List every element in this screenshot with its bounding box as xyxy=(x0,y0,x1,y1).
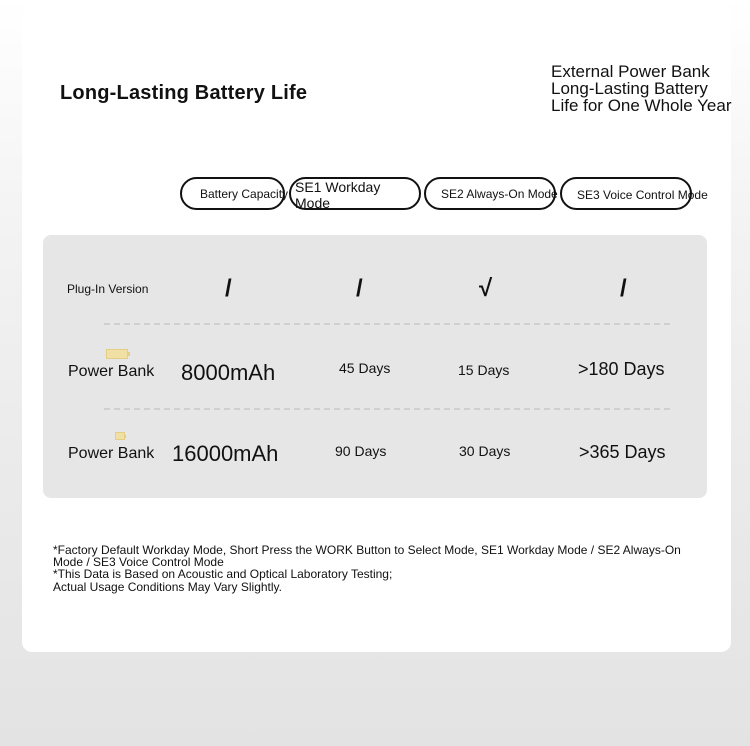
battery-icon xyxy=(106,349,130,359)
row-label-power-bank: Power Bank xyxy=(68,445,155,462)
footnote-mode: *Factory Default Workday Mode, Short Press the WORK Button to Select Mode, SE1 Workday Mode / SE2 Always-On Mode / SE3 Voice Control Mode xyxy=(53,543,681,569)
battery-icon xyxy=(115,432,126,440)
column-header-label: SE2 Always-On Mode xyxy=(441,186,558,201)
column-header-label: Battery Capacity xyxy=(200,186,289,201)
cell-capacity: 8000mAh xyxy=(181,360,276,385)
cell-se1: / xyxy=(356,275,363,302)
cell-se3: >180 Days xyxy=(578,359,665,379)
cell-capacity: 16000mAh xyxy=(172,441,279,466)
cell-se3: >365 Days xyxy=(579,442,666,462)
tagline: External Power Bank Long-Lasting Battery Life for One Whole Year xyxy=(551,62,732,115)
row-divider xyxy=(104,408,670,410)
row-label-power-bank: Power Bank xyxy=(68,363,155,380)
cell-se1: 45 Days xyxy=(339,360,391,376)
footnote-testing: *This Data is Based on Acoustic and Optical Laboratory Testing; xyxy=(53,567,393,581)
column-header-battery-capacity xyxy=(180,177,289,210)
column-header-label: SE1 Workday Mode xyxy=(295,179,381,211)
column-header-label: SE3 Voice Control Mode xyxy=(577,187,708,202)
cell-se2: 30 Days xyxy=(459,443,511,459)
cell-se2: 15 Days xyxy=(458,362,510,378)
column-header-se3-voice-control-mode xyxy=(560,177,708,210)
cell-se1: 90 Days xyxy=(335,443,387,459)
column-header-se1-workday-mode xyxy=(289,177,421,210)
cell-se3: / xyxy=(620,275,627,302)
row-divider xyxy=(104,323,670,325)
cell-se2-check: √ xyxy=(479,275,493,302)
page-title: Long-Lasting Battery Life xyxy=(60,82,308,104)
footnote-disclaimer: Actual Usage Conditions May Vary Slightly. xyxy=(53,580,282,594)
row-label-plug-in-version: Plug-In Version xyxy=(67,282,149,296)
cell-capacity: / xyxy=(225,275,232,302)
column-header-se2-always-on-mode xyxy=(424,177,556,210)
